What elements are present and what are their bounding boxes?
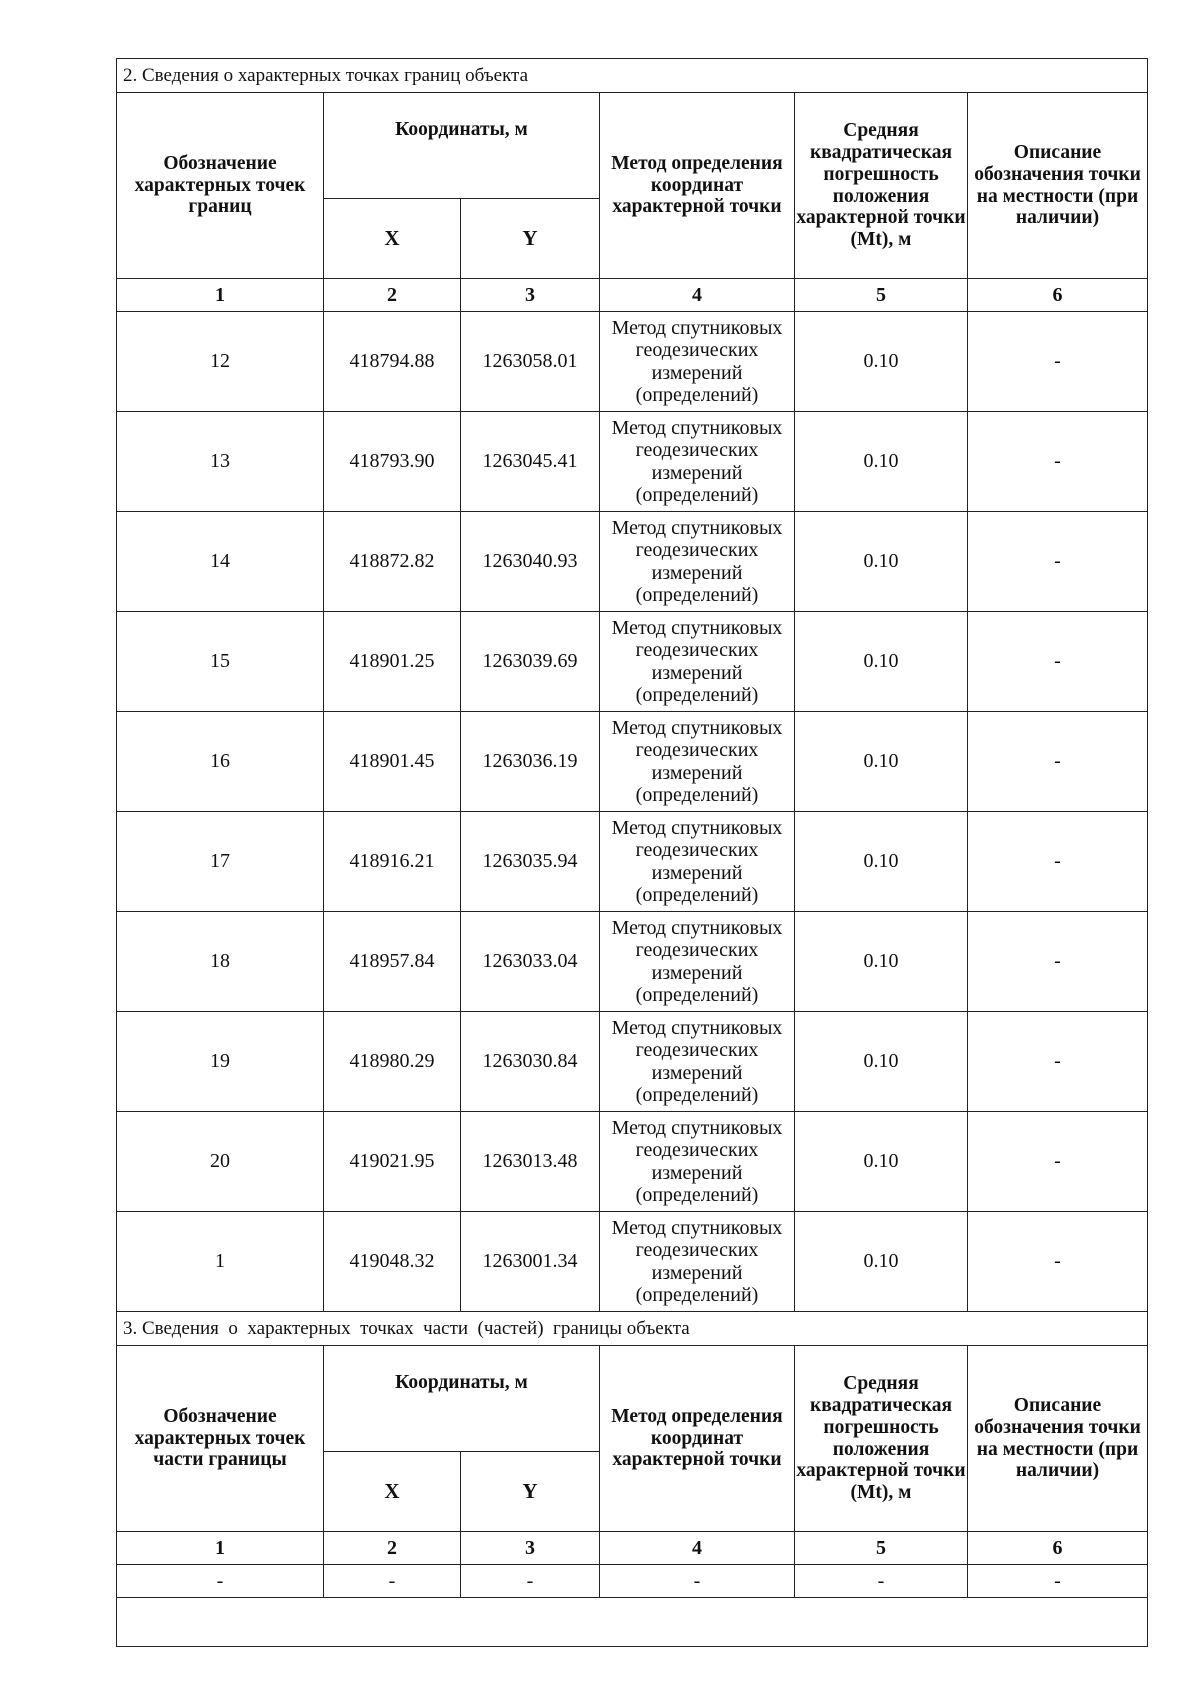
col-number: 2	[324, 1532, 461, 1565]
description-cell: -	[968, 912, 1148, 1012]
x-coord-cell: 419021.95	[324, 1112, 461, 1212]
x-coord-cell: 418793.90	[324, 412, 461, 512]
section3-header-row	[117, 1346, 1148, 1452]
col-number: 3	[461, 1532, 600, 1565]
section2-data-rows	[117, 312, 1148, 1312]
header-description: Описание обозначения точки на местности (при наличии)	[968, 93, 1148, 279]
method-cell: -	[600, 1565, 795, 1598]
y-coord-cell: 1263039.69	[461, 612, 600, 712]
table-row	[117, 612, 1148, 712]
table-row	[117, 712, 1148, 812]
y-coord-cell: 1263013.48	[461, 1112, 600, 1212]
description-cell: -	[968, 1565, 1148, 1598]
x-coord-cell: 418794.88	[324, 312, 461, 412]
col-number: 1	[117, 279, 324, 312]
x-coord-cell: 418957.84	[324, 912, 461, 1012]
header-error: Средняя квадратическая погрешность положения характерной точки (Mt), м	[795, 1346, 968, 1532]
description-cell: -	[968, 712, 1148, 812]
method-cell: Метод спутниковых геодезических измерений (определений)	[600, 312, 795, 412]
description-cell: -	[968, 512, 1148, 612]
y-coord-cell: 1263058.01	[461, 312, 600, 412]
header-designation: Обозначение характерных точек границ	[117, 93, 324, 279]
table-row	[117, 412, 1148, 512]
description-cell: -	[968, 412, 1148, 512]
boundary-points-table	[116, 58, 1148, 1647]
header-y: Y	[461, 199, 600, 279]
description-cell: -	[968, 312, 1148, 412]
y-coord-cell: -	[461, 1565, 600, 1598]
header-error: Средняя квадратическая погрешность положения характерной точки (Mt), м	[795, 93, 968, 279]
header-designation: Обозначение характерных точек части границы	[117, 1346, 324, 1532]
y-coord-cell: 1263030.84	[461, 1012, 600, 1112]
point-id-cell: 13	[117, 412, 324, 512]
col-number: 1	[117, 1532, 324, 1565]
col-number: 4	[600, 279, 795, 312]
x-coord-cell: 419048.32	[324, 1212, 461, 1312]
x-coord-cell: 418980.29	[324, 1012, 461, 1112]
method-cell: Метод спутниковых геодезических измерений (определений)	[600, 512, 795, 612]
y-coord-cell: 1263045.41	[461, 412, 600, 512]
point-id-cell: 18	[117, 912, 324, 1012]
x-coord-cell: -	[324, 1565, 461, 1598]
table-row	[117, 812, 1148, 912]
point-id-cell: 14	[117, 512, 324, 612]
x-coord-cell: 418901.45	[324, 712, 461, 812]
point-id-cell: 17	[117, 812, 324, 912]
error-cell: 0.10	[795, 512, 968, 612]
error-cell: 0.10	[795, 612, 968, 712]
header-description: Описание обозначения точки на местности (при наличии)	[968, 1346, 1148, 1532]
col-number: 6	[968, 1532, 1148, 1565]
col-number: 2	[324, 279, 461, 312]
x-coord-cell: 418872.82	[324, 512, 461, 612]
error-cell: -	[795, 1565, 968, 1598]
section2-title: 2. Сведения о характерных точках границ объекта	[117, 59, 1148, 93]
header-method: Метод определения координат характерной точки	[600, 1346, 795, 1532]
method-cell: Метод спутниковых геодезических измерений (определений)	[600, 412, 795, 512]
header-x: X	[324, 199, 461, 279]
point-id-cell: 15	[117, 612, 324, 712]
method-cell: Метод спутниковых геодезических измерений (определений)	[600, 1212, 795, 1312]
table-row	[117, 1565, 1148, 1598]
header-x: X	[324, 1452, 461, 1532]
method-cell: Метод спутниковых геодезических измерений (определений)	[600, 812, 795, 912]
section2-header-row	[117, 93, 1148, 199]
point-id-cell: 1	[117, 1212, 324, 1312]
header-y: Y	[461, 1452, 600, 1532]
error-cell: 0.10	[795, 1212, 968, 1312]
table-row	[117, 912, 1148, 1012]
x-coord-cell: 418916.21	[324, 812, 461, 912]
point-id-cell: 20	[117, 1112, 324, 1212]
table-row	[117, 1012, 1148, 1112]
table-row	[117, 512, 1148, 612]
method-cell: Метод спутниковых геодезических измерений (определений)	[600, 1012, 795, 1112]
method-cell: Метод спутниковых геодезических измерений (определений)	[600, 612, 795, 712]
y-coord-cell: 1263036.19	[461, 712, 600, 812]
method-cell: Метод спутниковых геодезических измерений (определений)	[600, 1112, 795, 1212]
col-number: 5	[795, 1532, 968, 1565]
error-cell: 0.10	[795, 312, 968, 412]
col-number: 4	[600, 1532, 795, 1565]
table-row	[117, 1112, 1148, 1212]
error-cell: 0.10	[795, 712, 968, 812]
y-coord-cell: 1263040.93	[461, 512, 600, 612]
y-coord-cell: 1263035.94	[461, 812, 600, 912]
error-cell: 0.10	[795, 912, 968, 1012]
description-cell: -	[968, 1012, 1148, 1112]
method-cell: Метод спутниковых геодезических измерений (определений)	[600, 712, 795, 812]
document-sheet	[116, 58, 1147, 1647]
section3-data-rows	[117, 1565, 1148, 1598]
point-id-cell: 16	[117, 712, 324, 812]
y-coord-cell: 1263033.04	[461, 912, 600, 1012]
y-coord-cell: 1263001.34	[461, 1212, 600, 1312]
col-number: 5	[795, 279, 968, 312]
empty-cell	[117, 1598, 1148, 1647]
error-cell: 0.10	[795, 1112, 968, 1212]
section3-title-row	[117, 1312, 1148, 1346]
description-cell: -	[968, 812, 1148, 912]
error-cell: 0.10	[795, 812, 968, 912]
method-cell: Метод спутниковых геодезических измерений (определений)	[600, 912, 795, 1012]
section2-title-row	[117, 59, 1148, 93]
description-cell: -	[968, 1212, 1148, 1312]
description-cell: -	[968, 1112, 1148, 1212]
section3-column-numbers	[117, 1532, 1148, 1565]
header-method: Метод определения координат характерной точки	[600, 93, 795, 279]
col-number: 3	[461, 279, 600, 312]
description-cell: -	[968, 612, 1148, 712]
header-coords: Координаты, м	[324, 93, 600, 199]
error-cell: 0.10	[795, 412, 968, 512]
point-id-cell: 12	[117, 312, 324, 412]
table-row	[117, 312, 1148, 412]
empty-footer-row	[117, 1598, 1148, 1647]
section3-title: 3. Сведения о характерных точках части (частей) границы объекта	[117, 1312, 1148, 1346]
point-id-cell: -	[117, 1565, 324, 1598]
table-row	[117, 1212, 1148, 1312]
point-id-cell: 19	[117, 1012, 324, 1112]
header-coords: Координаты, м	[324, 1346, 600, 1452]
col-number: 6	[968, 279, 1148, 312]
error-cell: 0.10	[795, 1012, 968, 1112]
section2-column-numbers	[117, 279, 1148, 312]
x-coord-cell: 418901.25	[324, 612, 461, 712]
